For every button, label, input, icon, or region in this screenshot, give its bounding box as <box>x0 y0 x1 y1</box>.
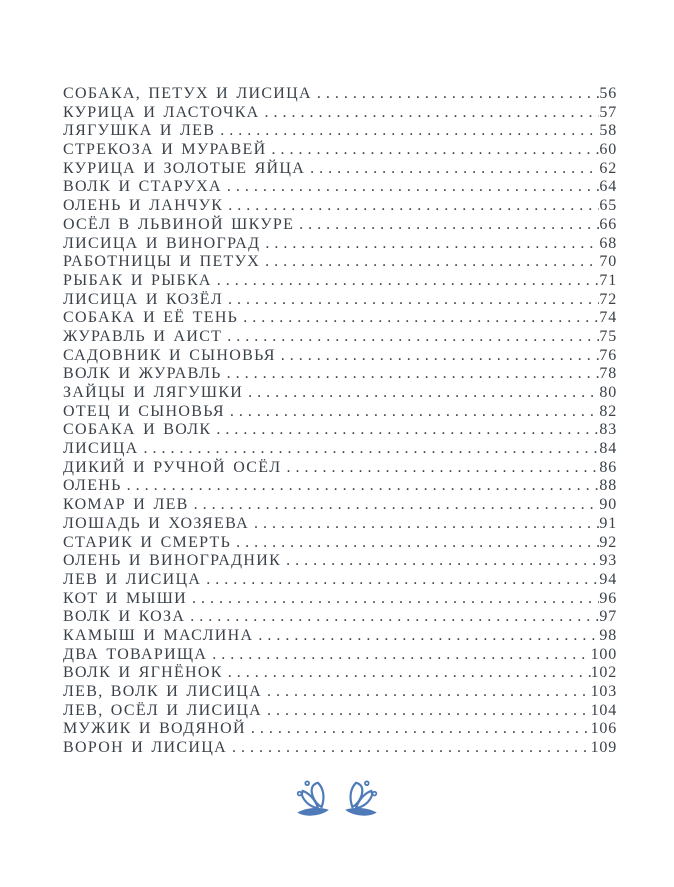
toc-entry[interactable] <box>63 534 617 553</box>
toc-entry[interactable] <box>63 104 617 123</box>
toc-entry[interactable] <box>63 552 617 571</box>
toc-entry[interactable] <box>63 477 617 496</box>
toc-entry-title: ОСЁЛ В ЛЬВИНОЙ ШКУРЕ <box>63 215 295 233</box>
toc-entry-page-number: 109 <box>590 739 617 757</box>
toc-entry[interactable] <box>63 608 617 627</box>
dot-leader <box>232 739 591 758</box>
toc-entry-page-number: 56 <box>599 85 617 102</box>
dot-leader <box>243 309 599 328</box>
toc-entry[interactable] <box>63 590 617 609</box>
dot-leader <box>265 235 599 254</box>
toc-entry-page-number: 100 <box>590 645 617 663</box>
toc-entry-title: ВОЛК И ЖУРАВЛЬ <box>63 365 222 383</box>
toc-entry[interactable] <box>63 272 617 291</box>
toc-entry-title: ЛИСИЦА И КОЗЁЛ <box>63 290 223 308</box>
toc-entry-page-number: 97 <box>599 608 617 626</box>
toc-entry-page-number: 106 <box>590 720 617 738</box>
toc-entry[interactable] <box>63 122 617 141</box>
toc-entry[interactable] <box>63 702 617 721</box>
toc-entry-page-number: 70 <box>599 253 617 271</box>
dot-leader <box>254 515 599 534</box>
toc-entry[interactable] <box>63 347 617 366</box>
toc-entry[interactable] <box>63 459 617 478</box>
dot-leader <box>317 85 600 104</box>
toc-entry-title: ЛИСИЦА <box>63 440 139 458</box>
toc-entry-title: ОЛЕНЬ <box>63 477 122 495</box>
toc-entry-page-number: 64 <box>599 178 617 196</box>
dot-leader <box>251 720 591 739</box>
dot-leader <box>227 178 600 197</box>
dot-leader <box>127 477 600 496</box>
dot-leader <box>228 197 599 216</box>
toc-entry-page-number: 68 <box>599 234 617 252</box>
toc-entry[interactable] <box>63 365 617 384</box>
toc-entry[interactable] <box>63 646 617 665</box>
toc-entry[interactable] <box>63 627 617 646</box>
dot-leader <box>310 160 599 179</box>
toc-entry[interactable] <box>63 160 617 179</box>
toc-entry-title: ОЛЕНЬ И ЛАНЧУК <box>63 197 224 215</box>
leaf-ornament-right-icon <box>343 778 379 820</box>
dot-leader <box>265 253 599 272</box>
dot-leader <box>228 664 591 683</box>
toc-entry-title: ЛЕВ, ОСЁЛ И ЛИСИЦА <box>63 701 263 719</box>
toc-entry[interactable] <box>63 421 617 440</box>
dot-leader <box>236 534 599 553</box>
toc-entry-page-number: 86 <box>599 458 617 476</box>
dot-leader <box>258 627 599 646</box>
toc-entry[interactable] <box>63 571 617 590</box>
toc-entry-title: ЛОШАДЬ И ХОЗЯЕВА <box>63 514 249 532</box>
toc-entry-title: КОМАР И ЛЕВ <box>63 496 189 514</box>
toc-entry-title: КУРИЦА И ЗОЛОТЫЕ ЯЙЦА <box>63 159 306 177</box>
dot-leader <box>299 216 599 235</box>
toc-entry[interactable] <box>63 197 617 216</box>
toc-entry-title: ВОЛК И ЯГНЁНОК <box>63 664 223 682</box>
toc-entry-page-number: 96 <box>599 589 617 607</box>
toc-entry[interactable] <box>63 85 617 104</box>
toc-entry-title: ОЛЕНЬ И ВИНОГРАДНИК <box>63 552 282 570</box>
toc-entry-title: ЛЕВ И ЛИСИЦА <box>63 570 202 588</box>
toc-entry-page-number: 58 <box>599 122 617 140</box>
toc-entry-title: КАМЫШ И МАСЛИНА <box>63 626 254 644</box>
toc-entry-page-number: 84 <box>599 440 617 458</box>
toc-entry[interactable] <box>63 515 617 534</box>
toc-entry-page-number: 80 <box>599 384 617 401</box>
toc-entry-title: КОТ И МЫШИ <box>63 589 188 607</box>
table-of-contents <box>63 85 617 758</box>
toc-entry-title: ОТЕЦ И СЫНОВЬЯ <box>63 402 225 420</box>
dot-leader <box>271 141 599 160</box>
toc-entry-page-number: 65 <box>599 197 617 215</box>
toc-entry-title: ЛЕВ, ВОЛК И ЛИСИЦА <box>63 683 262 700</box>
toc-entry-page-number: 92 <box>599 533 617 551</box>
toc-entry-title: СОБАКА И ЕЁ ТЕНЬ <box>63 309 239 327</box>
leaf-ornament <box>296 778 379 820</box>
toc-entry-title: ВОЛК И СТАРУХА <box>63 178 222 196</box>
leaf-ornament-left-icon <box>296 778 332 820</box>
dot-leader <box>192 590 599 609</box>
toc-entry[interactable] <box>63 683 617 702</box>
dot-leader <box>267 683 591 702</box>
dot-leader <box>212 646 590 665</box>
toc-entry[interactable] <box>63 235 617 254</box>
toc-entry-page-number: 104 <box>590 701 617 719</box>
toc-entry-page-number: 76 <box>599 346 617 364</box>
toc-entry-title: ВОРОН И ЛИСИЦА <box>63 739 227 757</box>
toc-entry-page-number: 90 <box>599 496 617 514</box>
dot-leader <box>144 440 600 459</box>
dot-leader <box>230 403 600 422</box>
toc-entry-page-number: 93 <box>599 552 617 570</box>
toc-entry-page-number: 72 <box>599 290 617 308</box>
toc-entry-title: ЛЯГУШКА И ЛЕВ <box>63 122 216 140</box>
dot-leader <box>190 608 599 627</box>
toc-entry-page-number: 82 <box>599 402 617 420</box>
toc-entry-title: СТРЕКОЗА И МУРАВЕЙ <box>63 141 267 159</box>
dot-leader <box>220 122 599 141</box>
toc-entry-page-number: 102 <box>590 664 617 682</box>
toc-entry-page-number: 74 <box>599 309 617 327</box>
toc-entry-page-number: 71 <box>599 271 617 289</box>
toc-entry-page-number: 88 <box>599 477 617 495</box>
toc-entry-page-number: 103 <box>590 683 617 700</box>
toc-entry-title: ЛИСИЦА И ВИНОГРАД <box>63 234 261 252</box>
toc-entry[interactable] <box>63 384 617 403</box>
toc-entry[interactable] <box>63 664 617 683</box>
dot-leader <box>286 552 599 571</box>
toc-entry-title: САДОВНИК И СЫНОВЬЯ <box>63 346 276 364</box>
toc-entry[interactable] <box>63 141 617 160</box>
toc-entry-title: СОБАКА, ПЕТУХ И ЛИСИЦА <box>63 85 312 102</box>
toc-entry[interactable] <box>63 496 617 515</box>
toc-entry-title: ДИКИЙ И РУЧНОЙ ОСЁЛ <box>63 458 282 476</box>
toc-entry-title: РЫБАК И РЫБКА <box>63 271 212 289</box>
dot-leader <box>227 365 600 384</box>
toc-entry-title: РАБОТНИЦЫ И ПЕТУХ <box>63 253 261 271</box>
toc-entry-title: КУРИЦА И ЛАСТОЧКА <box>63 103 260 121</box>
toc-entry[interactable] <box>63 720 617 739</box>
toc-entry-title: СТАРИК И СМЕРТЬ <box>63 533 232 551</box>
toc-entry-page-number: 98 <box>599 626 617 644</box>
dot-leader <box>227 328 599 347</box>
toc-entry-page-number: 75 <box>599 327 617 345</box>
toc-entry-title: СОБАКА И ВОЛК <box>63 421 212 439</box>
toc-entry[interactable] <box>63 309 617 328</box>
toc-entry-page-number: 83 <box>599 421 617 439</box>
toc-entry[interactable] <box>63 253 617 272</box>
dot-leader <box>248 384 599 403</box>
toc-entry[interactable] <box>63 440 617 459</box>
toc-entry-page-number: 60 <box>599 141 617 159</box>
dot-leader <box>265 104 600 123</box>
toc-entry-page-number: 78 <box>599 365 617 383</box>
dot-leader <box>206 571 599 590</box>
toc-entry[interactable] <box>63 291 617 310</box>
toc-entry[interactable] <box>63 739 617 758</box>
toc-entry-page-number: 57 <box>599 103 617 121</box>
toc-entry-page-number: 91 <box>599 514 617 532</box>
dot-leader <box>194 496 600 515</box>
toc-entry-page-number: 62 <box>599 159 617 177</box>
dot-leader <box>216 421 599 440</box>
toc-entry[interactable] <box>63 328 617 347</box>
toc-entry-title: ДВА ТОВАРИЩА <box>63 645 208 663</box>
toc-entry-page-number: 66 <box>599 215 617 233</box>
toc-entry-title: ЗАЙЦЫ И ЛЯГУШКИ <box>63 384 244 401</box>
toc-entry[interactable] <box>63 216 617 235</box>
toc-entry-title: МУЖИК И ВОДЯНОЙ <box>63 720 246 738</box>
toc-entry-title: ЖУРАВЛЬ И АИСТ <box>63 327 223 345</box>
dot-leader <box>281 347 600 366</box>
dot-leader <box>286 459 599 478</box>
toc-entry-page-number: 94 <box>599 570 617 588</box>
toc-entry-title: ВОЛК И КОЗА <box>63 608 186 626</box>
dot-leader <box>217 272 600 291</box>
dot-leader <box>228 291 599 310</box>
toc-entry[interactable] <box>63 178 617 197</box>
toc-entry[interactable] <box>63 403 617 422</box>
dot-leader <box>267 702 591 721</box>
